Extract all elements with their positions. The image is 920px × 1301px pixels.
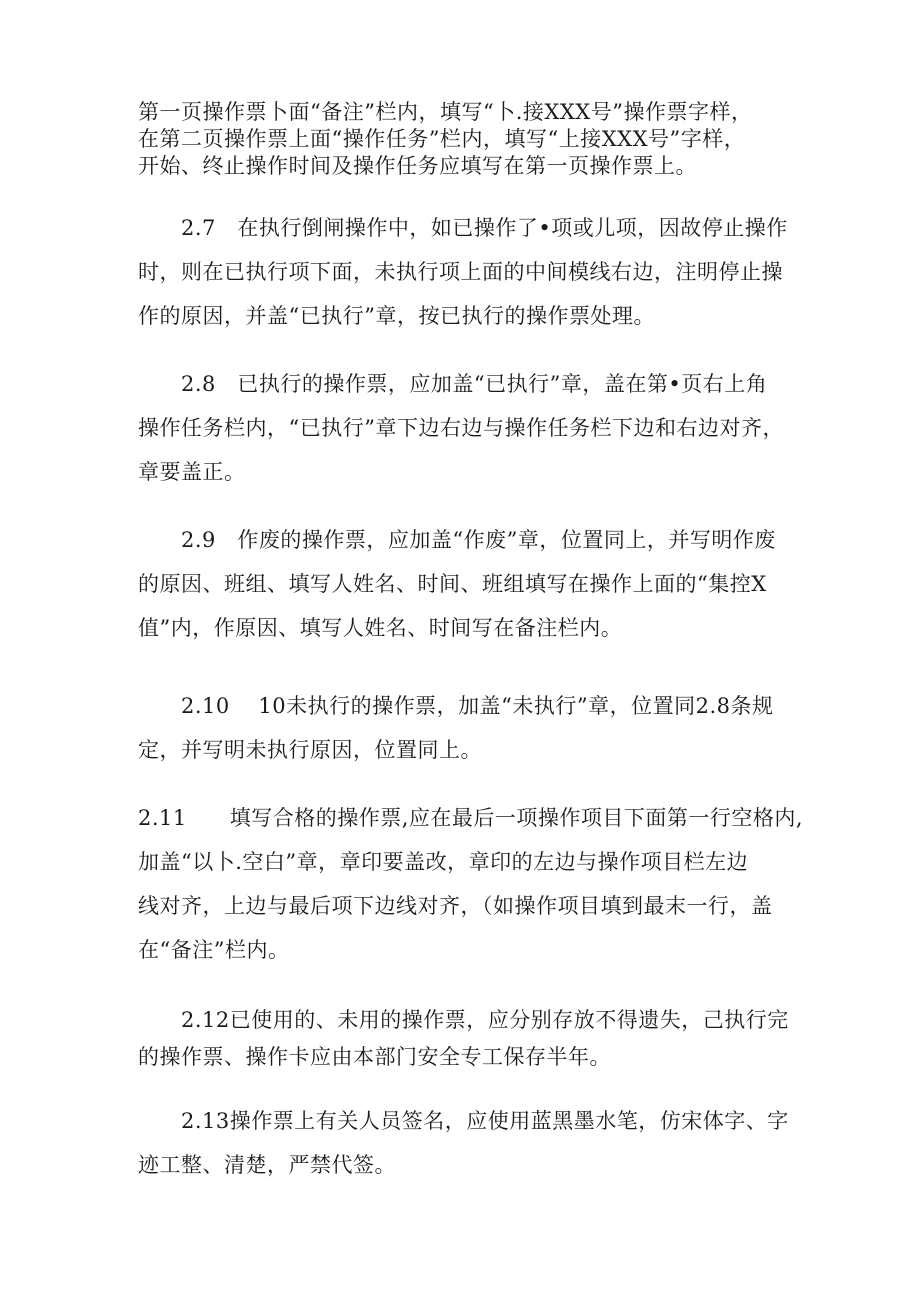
text-line: 加盖“以卜.空白”章，章印要盖改，章印的左边与操作项目栏左边: [138, 850, 749, 874]
text-line: 2.8 已执行的操作票，应加盖“已执行”章，盖在第•页右上角: [138, 372, 768, 396]
paragraph-2-7: [138, 206, 788, 338]
text-line: 定，并写明未执行原因，位置同上。: [138, 738, 482, 762]
text-line: 2.11 填写合格的操作票,应在最后一项操作项目下面第一行空格内,: [138, 806, 804, 830]
text-line: 时，则在已执行项下面，未执行项上面的中间模线右边，注明停止操: [138, 260, 783, 284]
paragraph-2-10: [138, 684, 788, 772]
text-line: 的原因、班组、填写人姓名、时间、班组填写在操作上面的“集控X: [138, 572, 767, 596]
paragraph-2-8: [138, 362, 788, 494]
paragraph-2-9: [138, 518, 788, 650]
text-line: 2.9 作废的操作票，应加盖“作废”章，位置同上，并写明作废: [138, 528, 776, 552]
text-line: 在“备注”栏内。: [138, 938, 290, 962]
text-line: 迹工整、清楚，严禁代签。: [138, 1153, 396, 1177]
text-line: 2.12已使用的、未用的操作票，应分别存放不得遗失，己执行完: [138, 1008, 789, 1032]
text-line: 在第二页操作票上面“操作任务”栏内，填写“上接XXX号”字样，: [138, 127, 746, 151]
paragraph-continuation: [138, 99, 788, 180]
paragraph-2-12: [138, 1002, 788, 1076]
text-line: 第一页操作票卜面“备注”栏内，填写“卜.接XXX号”操作票字样，: [138, 100, 753, 124]
text-line: 的操作票、操作卡应由本部门安全专工保存半年。: [138, 1045, 611, 1069]
text-line: 2.7 在执行倒闸操作中，如已操作了•项或儿项，因故停止操作: [138, 216, 788, 240]
paragraph-2-13: [138, 1099, 788, 1187]
text-line: 操作任务栏内，“已执行”章下边右边与操作任务栏下边和右边对齐，: [138, 416, 784, 440]
paragraph-2-11: [138, 796, 804, 972]
text-line: 值”内，作原因、填写人姓名、时间写在备注栏内。: [138, 616, 623, 640]
text-line: 章要盖正。: [138, 460, 246, 484]
text-line: 2.13操作票上有关人员签名，应使用蓝黑墨水笔，仿宋体字、字: [138, 1109, 789, 1133]
text-line: 2.10 10未执行的操作票，加盖“未执行”章，位置同2.8条规: [138, 694, 774, 718]
text-line: 作的原因，并盖“已执行”章，按已执行的操作票处理。: [138, 304, 655, 328]
text-line: 开始、终止操作时间及操作任务应填写在第一页操作票上。: [138, 154, 697, 178]
text-line: 线对齐，上边与最后项下边线对齐，（如操作项目填到最末一行，盖: [138, 894, 773, 918]
